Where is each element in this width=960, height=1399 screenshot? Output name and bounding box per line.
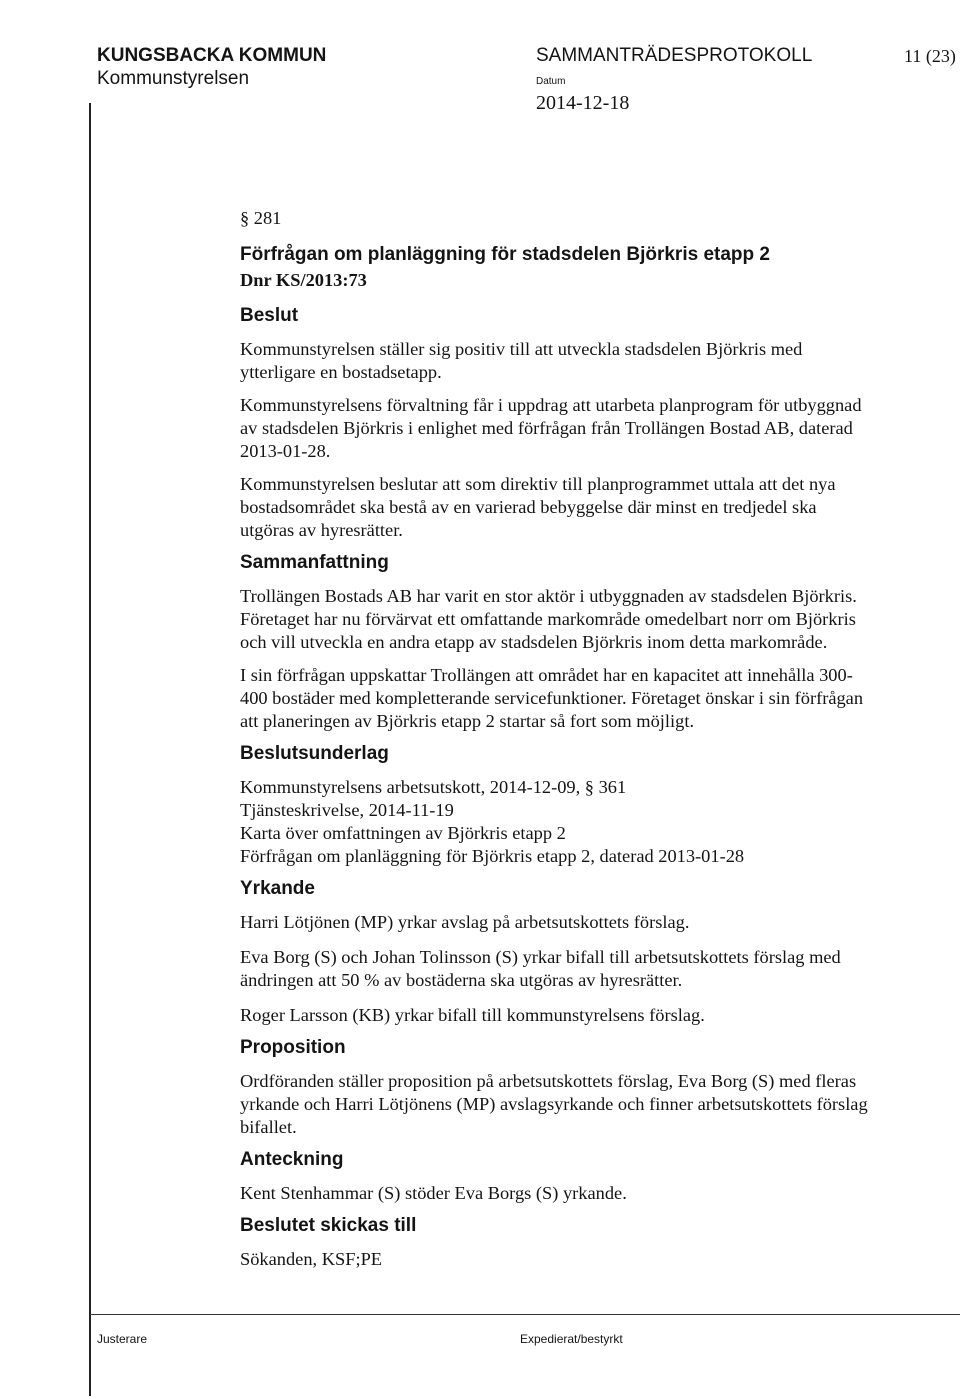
text-line: ändringen att 50 % av bostäderna ska utgöras av hyresrätter. [240,970,683,990]
text-line: Roger Larsson (KB) yrkar bifall till kommunstyrelsens förslag. [240,1005,705,1025]
case-number: Dnr KS/2013:73 [240,270,367,290]
heading-yrkande: Yrkande [240,878,315,899]
heading-proposition: Proposition [240,1037,346,1058]
beslut-paragraph-2 [240,394,940,463]
sammanfattning-paragraph-2 [240,664,940,733]
item-title: Förfrågan om planläggning för stadsdelen Björkris etapp 2 [240,244,770,265]
list-item: Karta över omfattningen av Björkris etapp 2 [240,823,566,843]
text-line: bifallet. [240,1117,297,1137]
footer-justerare-label: Justerare [97,1332,148,1346]
skickas-paragraph [240,1248,940,1271]
date-value: 2014-12-18 [536,92,630,114]
yrkande-paragraph-3 [240,1004,940,1027]
text-line: I sin förfrågan uppskattar Trollängen att området har en kapacitet att innehålla 300- [240,665,853,685]
text-line: Kommunstyrelsens förvaltning får i uppdrag att utarbeta planprogram för utbyggnad [240,395,862,415]
list-item: Förfrågan om planläggning för Björkris etapp 2, daterad 2013-01-28 [240,846,745,866]
text-line: yrkande och Harri Lötjönens (MP) avslagsyrkande och finner arbetsutskottets förslag [240,1094,868,1114]
beslutsunderlag-list [240,776,940,868]
text-line: 400 bostäder med kompletterande servicefunktioner. Företaget önskar i sin förfrågan [240,688,864,708]
text-line: Trollängen Bostads AB har varit en stor aktör i utbyggnaden av stadsdelen Björkris. [240,586,857,606]
organization-name: KUNGSBACKA KOMMUN [97,45,327,66]
anteckning-paragraph [240,1182,940,1205]
paragraph-number: § 281 [240,208,282,228]
yrkande-paragraph-1 [240,911,940,934]
text-line: Företaget har nu förvärvat ett omfattande markområde omedelbart norr om Björkris [240,609,856,629]
list-item: Tjänsteskrivelse, 2014-11-19 [240,800,454,820]
beslut-paragraph-3 [240,473,940,542]
text-line: och vill utveckla en andra etapp av stadsdelen Björkris inom detta markområde. [240,632,828,652]
beslut-paragraph-1 [240,338,940,384]
text-line: Eva Borg (S) och Johan Tolinsson (S) yrkar bifall till arbetsutskottets förslag med [240,947,841,967]
minutes-content [240,206,940,1271]
text-line: att planeringen av Björkris etapp 2 startar så fort som möjligt. [240,711,695,731]
left-margin-rule [89,103,91,1396]
sammanfattning-paragraph-1 [240,585,940,654]
footer-rule [89,1314,960,1315]
yrkande-paragraph-2 [240,946,940,992]
list-item: Kommunstyrelsens arbetsutskott, 2014-12-09, § 361 [240,777,627,797]
date-label: Datum [536,76,566,87]
heading-sammanfattning: Sammanfattning [240,552,389,573]
footer-expedierat-label: Expedierat/bestyrkt [520,1332,623,1346]
text-line: 2013-01-28. [240,441,331,461]
text-line: Kommunstyrelsen beslutar att som direktiv till planprogrammet uttala att det nya [240,474,836,494]
text-line: bostadsområdet ska bestå av en varierad bebyggelse där minst en tredjedel ska [240,497,817,517]
text-line: Harri Lötjönen (MP) yrkar avslag på arbetsutskottets förslag. [240,912,690,932]
heading-beslutsunderlag: Beslutsunderlag [240,743,389,764]
text-line: Ordföranden ställer proposition på arbetsutskottets förslag, Eva Borg (S) med fleras [240,1071,857,1091]
heading-beslut: Beslut [240,305,299,326]
text-line: Kommunstyrelsen ställer sig positiv till att utveckla stadsdelen Björkris med [240,339,803,359]
board-name: Kommunstyrelsen [97,68,250,89]
text-line: Sökanden, KSF;PE [240,1249,383,1269]
text-line: ytterligare en bostadsetapp. [240,362,442,382]
text-line: utgöras av hyresrätter. [240,520,403,540]
document-type: SAMMANTRÄDESPROTOKOLL [536,45,813,66]
proposition-paragraph [240,1070,940,1139]
page-number: 11 (23) [904,46,956,66]
heading-anteckning: Anteckning [240,1149,344,1170]
text-line: av stadsdelen Björkris i enlighet med förfrågan från Trollängen Bostad AB, daterad [240,418,853,438]
heading-beslutet-skickas-till: Beslutet skickas till [240,1215,417,1236]
text-line: Kent Stenhammar (S) stöder Eva Borgs (S) yrkande. [240,1183,627,1203]
